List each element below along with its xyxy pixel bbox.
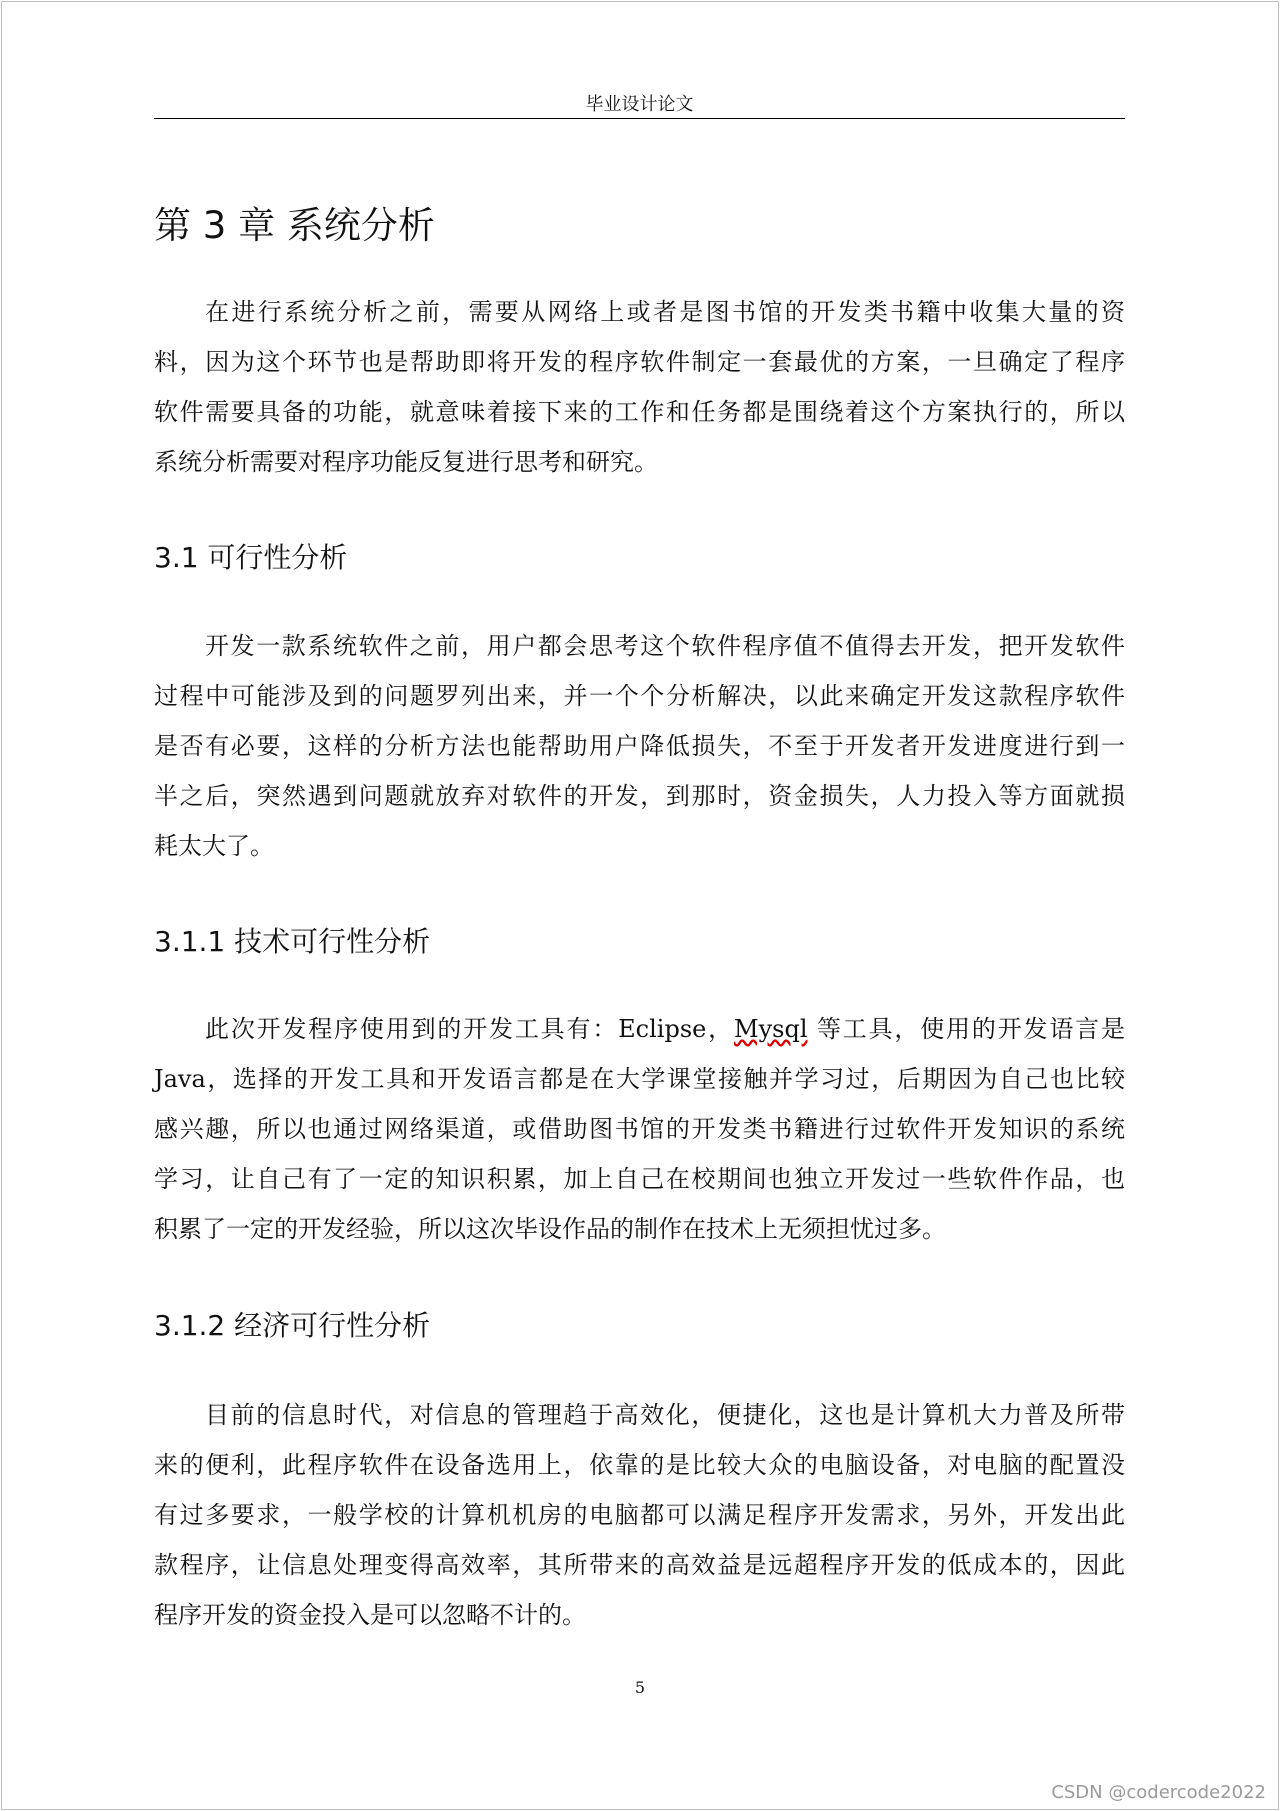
- text-line: 有过多要求，一般学校的计算机机房的电脑都可以满足程序开发需求，另外，开发出此: [154, 1501, 1125, 1529]
- text-line: 料，因为这个环节也是帮助即将开发的程序软件制定一套最优的方案，一旦确定了程序: [154, 348, 1125, 376]
- text-line: 程序开发的资金投入是可以忽略不计的。: [154, 1601, 586, 1629]
- section-3-1-2-heading: 3.1.2 经济可行性分析: [154, 1309, 431, 1342]
- text-line: 过程中可能涉及到的问题罗列出来，并一个个分析解决，以此来确定开发这款程序软件: [154, 682, 1125, 710]
- header-rule: [154, 118, 1125, 119]
- text-line: 感兴趣，所以也通过网络渠道，或借助图书馆的开发类书籍进行过软件开发知识的系统: [154, 1115, 1125, 1143]
- text-line: 是否有必要，这样的分析方法也能帮助用户降低损失，不至于开发者开发进度进行到一: [154, 732, 1125, 760]
- spellcheck-word: Mysql: [734, 1015, 808, 1043]
- section-3-1-paragraph: [154, 621, 1125, 871]
- text-line: 在进行系统分析之前，需要从网络上或者是图书馆的开发类书籍中收集大量的资: [205, 298, 1125, 326]
- text-line: 款程序，让信息处理变得高效率，其所带来的高效益是远超程序开发的低成本的，因此: [154, 1551, 1125, 1579]
- running-header: 毕业设计论文: [585, 94, 694, 115]
- page-number: 5: [634, 1678, 646, 1697]
- text-line: Java，选择的开发工具和开发语言都是在大学课堂接触并学习过，后期因为自己也比较: [154, 1065, 1125, 1093]
- text-line: 耗太大了。: [154, 832, 274, 860]
- section-3-1-1-heading: 3.1.1 技术可行性分析: [154, 925, 431, 958]
- chapter-title: 第 3 章 系统分析: [154, 204, 435, 247]
- text-line: 学习，让自己有了一定的知识积累，加上自己在校期间也独立开发过一些软件作品，也: [154, 1165, 1125, 1193]
- text-line: 开发一款系统软件之前，用户都会思考这个软件程序值不值得去开发，把开发软件: [205, 632, 1125, 660]
- intro-paragraph: [154, 287, 1125, 487]
- text-line: 软件需要具备的功能，就意味着接下来的工作和任务都是围绕着这个方案执行的，所以: [154, 398, 1125, 426]
- watermark: CSDN @codercode2022: [1051, 1782, 1266, 1803]
- text-line: 半之后，突然遇到问题就放弃对软件的开发，到那时，资金损失，人力投入等方面就损: [154, 782, 1125, 810]
- section-3-1-2-paragraph: [154, 1390, 1125, 1640]
- text-line: 积累了一定的开发经验，所以这次毕设作品的制作在技术上无须担忧过多。: [154, 1215, 946, 1243]
- text-line: 系统分析需要对程序功能反复进行思考和研究。: [154, 448, 658, 476]
- section-3-1-1-paragraph: [154, 1004, 1125, 1254]
- text-line: 来的便利，此程序软件在设备选用上，依靠的是比较大众的电脑设备，对电脑的配置没: [154, 1451, 1125, 1479]
- section-3-1-heading: 3.1 可行性分析: [154, 541, 348, 574]
- text-line: 目前的信息时代，对信息的管理趋于高效化，便捷化，这也是计算机大力普及所带: [205, 1401, 1125, 1429]
- text-line: 此次开发程序使用到的开发工具有：Eclipse，Mysql 等工具，使用的开发语言是: [205, 1015, 1125, 1043]
